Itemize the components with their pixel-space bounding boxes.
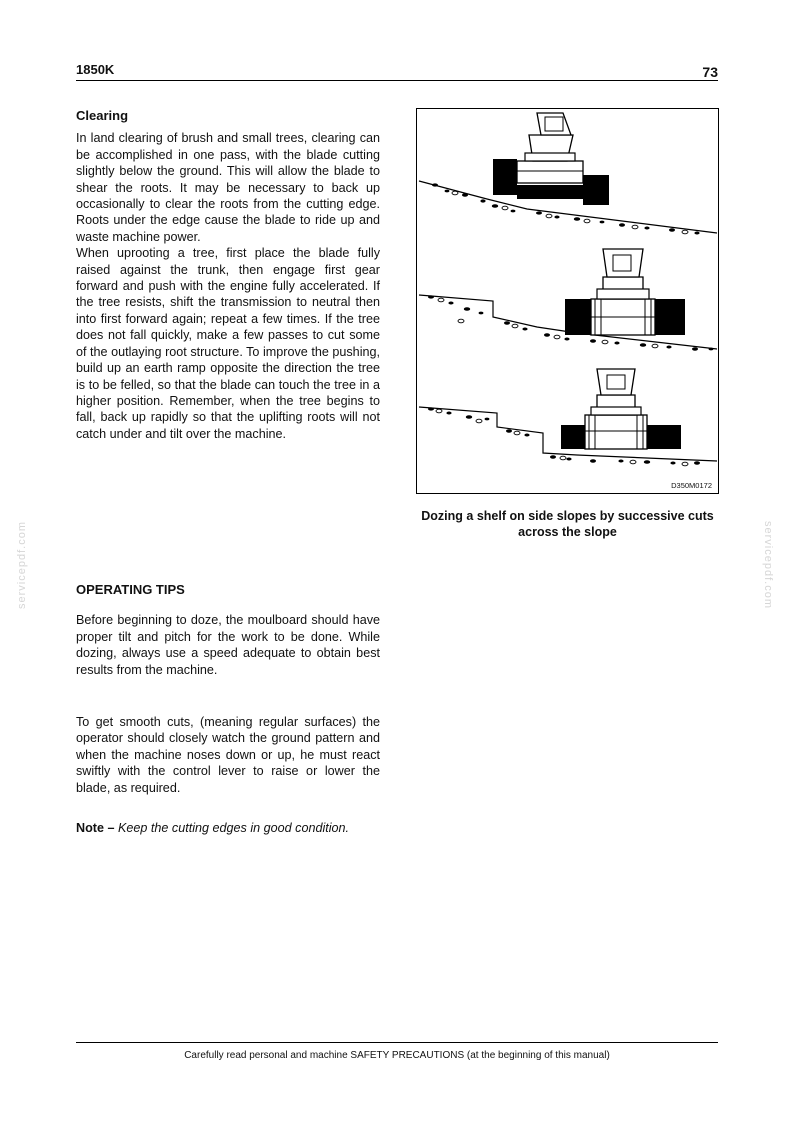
- dozing-figure: [416, 108, 719, 494]
- watermark-left: servicepdf.com: [16, 521, 28, 609]
- operating-tips-heading: OPERATING TIPS: [76, 582, 185, 597]
- footer-safety-notice: Carefully read personal and machine SAFETY PRECAUTIONS (at the beginning of this manual): [184, 1050, 610, 1061]
- clearing-section: [76, 108, 380, 442]
- panel-3-dozer: [419, 369, 717, 466]
- figure-caption: Dozing a shelf on side slopes by successive cuts across the slope: [421, 509, 714, 539]
- operating-tips-paragraph-1: Before beginning to doze, the moulboard should have proper tilt and pitch for the work to be done. While dozing, always use a speed adequate to obtain best results from the machine.: [76, 613, 380, 677]
- clearing-paragraph-1: In land clearing of brush and small trees, clearing can be accomplished in one pass, with the blade cutting slightly below the ground. This will allow the blade to shear the roots. It may be necessary to back up occasionally to clear the roots from the cutting edge. Roots under the edge cause the blade to ride up and waste machine power.: [76, 131, 380, 244]
- panel-2-dozer: [419, 249, 717, 351]
- page-number: 73: [702, 64, 718, 80]
- operating-tips-paragraph-2: To get smooth cuts, (meaning regular surfaces) the operator should closely watch the ground pattern and when the machine noses down or up, he must react swiftly with the control lever to raise or lower the blade, as required.: [76, 715, 380, 795]
- figure-reference: D350M0172: [671, 481, 712, 490]
- model-label: 1850K: [76, 62, 115, 77]
- clearing-heading: Clearing: [76, 108, 129, 123]
- note-label: Note –: [76, 821, 115, 836]
- dozer-slope-illustration: [417, 109, 718, 493]
- watermark-right: servicepdf.com: [762, 521, 774, 609]
- operating-tips-section: [76, 582, 380, 836]
- header-divider: [76, 80, 718, 81]
- panel-1-dozer: [419, 113, 717, 235]
- clearing-paragraph-2: When uprooting a tree, first place the blade fully raised against the trunk, then engage first gear forward and push with the engine fully accelerated. If the tree resists, shift the transmission to neutral then into first forward again; repeat a few times. If the tree does not fall quickly, make a few passes to cut some of the outlaying root structure. To improve the pushing, build up an earth ramp opposite the direction the tree is to be felled, so that the blade can touch the tree in a higher position. Remember, when the tree begins to fall, back up rapidly so that the uplifting roots will not catch under and tilt over the machine.: [76, 246, 380, 441]
- note-line: [76, 820, 380, 836]
- note-text: Keep the cutting edges in good condition.: [118, 821, 350, 836]
- footer-divider: [76, 1042, 718, 1043]
